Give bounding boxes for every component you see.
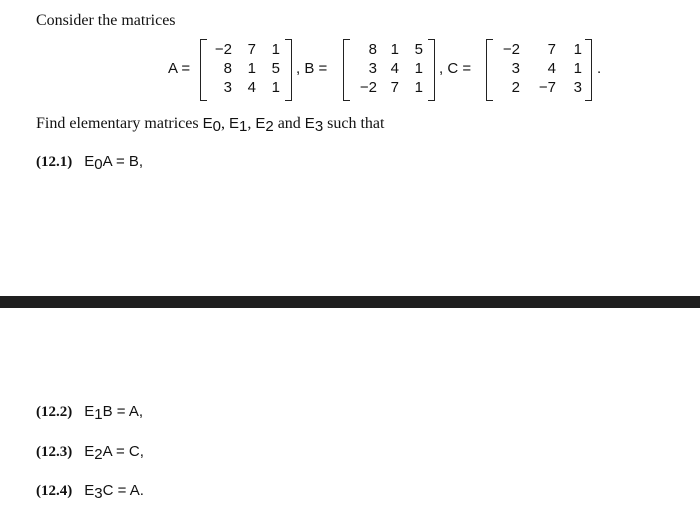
matrix-c xyxy=(486,39,592,101)
matrix-a-cell: 8 xyxy=(223,60,232,77)
matrix-c-cell: 3 xyxy=(511,60,520,77)
section-divider xyxy=(0,296,700,308)
matrix-a-cell: −2 xyxy=(214,41,232,58)
matrix-b-cell: 1 xyxy=(414,60,423,77)
matrix-c-cell: 7 xyxy=(547,41,556,58)
question-12-2: (12.2) $E_1B = A$, xyxy=(36,403,144,423)
matrix-a xyxy=(200,39,292,101)
matrix-a-cell: 1 xyxy=(271,41,280,58)
matrix-a-cell: 3 xyxy=(223,79,232,96)
matrix-b-cell: 1 xyxy=(390,41,399,58)
matrix-c-cell: −7 xyxy=(538,79,556,96)
matrices-period: . xyxy=(597,60,602,77)
question-12-1: (12.1) $E_0A = B$, xyxy=(36,153,144,173)
matrix-c-cell: 2 xyxy=(511,79,520,96)
matrix-a-cell: 5 xyxy=(271,60,280,77)
matrix-b-cell: 1 xyxy=(414,79,423,96)
matrix-a-cell: 7 xyxy=(247,41,256,58)
matrix-a-label: A = xyxy=(168,60,191,77)
matrix-c-cell: 1 xyxy=(573,60,582,77)
question-12-4: (12.4) $E_3C = A$. xyxy=(36,482,144,502)
matrix-b-cell: −2 xyxy=(359,79,377,96)
matrix-a-cell: 1 xyxy=(271,79,280,96)
intro-text: Consider the matrices xyxy=(36,12,176,29)
matrix-c-cell: −2 xyxy=(502,41,520,58)
matrix-c-cell: 3 xyxy=(573,79,582,96)
matrix-a-cell: 1 xyxy=(247,60,256,77)
matrix-b-cell: 8 xyxy=(368,41,377,58)
matrix-c-cell: 4 xyxy=(547,60,556,77)
matrix-b-cell: 5 xyxy=(414,41,423,58)
matrix-b xyxy=(343,39,435,101)
matrix-b-cell: 7 xyxy=(390,79,399,96)
matrix-a-cell: 4 xyxy=(247,79,256,96)
matrix-b-label: , B = xyxy=(296,60,328,77)
matrix-c-cell: 1 xyxy=(573,41,582,58)
question-12-3: (12.3) $E_2A = C$, xyxy=(36,443,144,463)
matrix-c-label: , C = xyxy=(439,60,472,77)
find-instruction: Find elementary matrices $E_0$, $E_1$, $E_2$ and $E_3$ such that xyxy=(36,115,385,135)
matrix-b-cell: 3 xyxy=(368,60,377,77)
matrix-b-cell: 4 xyxy=(390,60,399,77)
